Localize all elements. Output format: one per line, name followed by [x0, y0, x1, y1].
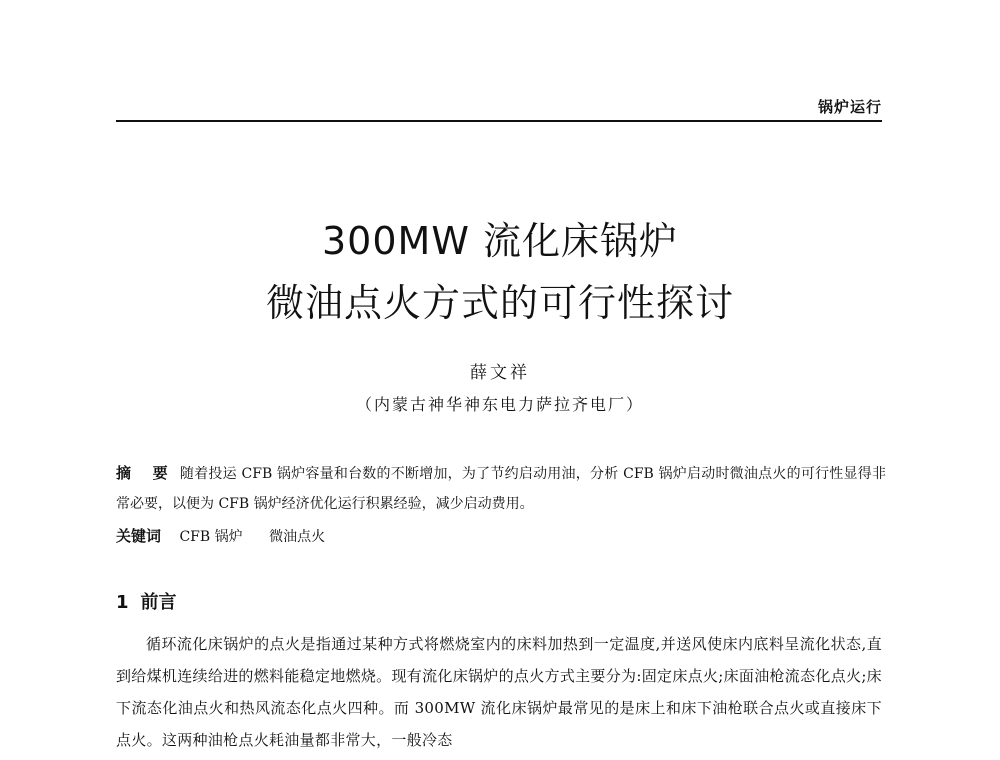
section-number: 1 — [116, 592, 129, 613]
title-line-2: 微油点火方式的可行性探讨 — [265, 281, 734, 325]
author: 薛文祥 — [470, 363, 530, 383]
keywords-label: 关键词 — [116, 527, 162, 545]
body-paragraph: 循环流化床锅炉的点火是指通过某种方式将燃烧室内的床料加热到一定温度,并送风使床内底料呈流化状态,直到给煤机连续给进的燃料能稳定地燃烧。现有流化床锅炉的点火方式主要分为:固定床点火;床面油枪流态化点火;床下流态化油点火和热风流态化点火四种。而 300MW 流化床锅炉最常见的是床上和床下油枪联合点火或直接床下点火。这两种油枪点火耗油量都非常大，一般冷态 — [116, 635, 882, 749]
title-line-1: 300MW 流化床锅炉 — [322, 219, 678, 263]
running-head-text: 锅炉运行 — [817, 98, 882, 116]
section-heading — [116, 588, 177, 614]
abstract — [116, 458, 886, 519]
abstract-text: 随着投运 CFB 锅炉容量和台数的不断增加，为了节约启动用油，分析 CFB 锅炉启动时微油点火的可行性显得非常必要，以便为 CFB 锅炉经济优化运行积累经验，减少启动费用。 — [116, 466, 886, 512]
abstract-label: 摘 要 — [116, 464, 176, 482]
affiliation: （内蒙古神华神东电力萨拉齐电厂） — [355, 395, 644, 414]
keyword-item: 微油点火 — [269, 529, 326, 545]
keywords — [116, 526, 347, 547]
keyword-item: CFB 锅炉 — [179, 529, 243, 545]
running-head — [116, 96, 882, 122]
section-title: 前言 — [140, 592, 177, 613]
